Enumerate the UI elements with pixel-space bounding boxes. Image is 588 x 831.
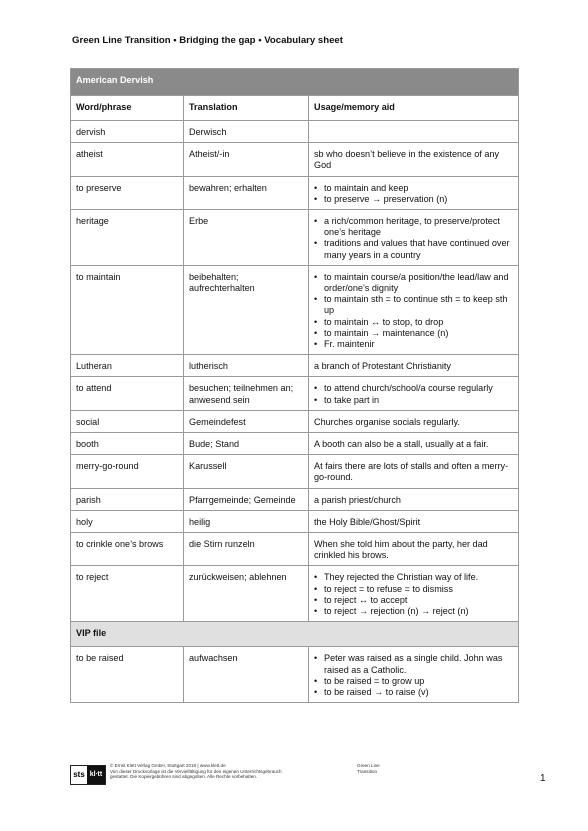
usage-text: sb who doesn’t believe in the existence of any God	[314, 149, 500, 171]
table-row	[71, 647, 519, 703]
table-title: American Dervish	[71, 69, 519, 96]
table-row	[71, 265, 519, 354]
usage-text: At fairs there are lots of stalls and often a merry-go-round.	[314, 461, 509, 483]
usage-text: a parish priest/church	[314, 494, 401, 505]
word-cell: to be raised	[71, 647, 184, 703]
usage-text: Churches organise socials regularly.	[314, 416, 460, 427]
logo-right: kl∙tt	[87, 766, 105, 784]
table-row	[71, 488, 519, 510]
usage-item: • to be raised = to grow up	[314, 676, 513, 687]
translation-cell: Karussell	[184, 455, 309, 488]
copyright-line: Von dieser Druckvorlage ist die Vervielfältigung für den eigenen Unterrichtsgebrauch	[110, 768, 282, 774]
word-cell: to reject	[71, 566, 184, 622]
word-cell: heritage	[71, 210, 184, 266]
translation-cell: Pfarrgemeinde; Gemeinde	[184, 488, 309, 510]
translation-cell: Erbe	[184, 210, 309, 266]
word-cell: to crinkle one’s brows	[71, 533, 184, 566]
copyright-line: © Ernst Klett Verlag GmbH, Stuttgart 2018 | www.klett.de	[110, 763, 226, 768]
usage-list	[314, 572, 513, 617]
usage-item: • to maintain course/a position/the lead/law and order/one’s dignity	[314, 272, 513, 294]
translation-cell: Derwisch	[184, 121, 309, 143]
copyright-line: gestattet. Die Kopiergebühren sind abgegolten. Alle Rechte vorbehalten.	[110, 774, 258, 780]
page-header: Green Line Transition • Bridging the gap • Vocabulary sheet	[72, 35, 343, 46]
usage-list	[314, 183, 513, 205]
translation-cell: besuchen; teilnehmen an; anwesend sein	[184, 377, 309, 410]
translation-cell: Bude; Stand	[184, 433, 309, 455]
series-line: Green Line	[357, 763, 380, 768]
translation-cell: Atheist/-in	[184, 143, 309, 176]
translation-cell: beibehalten; aufrechterhalten	[184, 265, 309, 354]
series-name	[357, 763, 417, 774]
usage-item: • to preserve → preservation (n)	[314, 194, 513, 205]
word-cell: atheist	[71, 143, 184, 176]
usage-text: A booth can also be a stall, usually at a fair.	[314, 439, 489, 450]
usage-item: • to reject = to refuse = to dismiss	[314, 584, 513, 595]
word-cell: parish	[71, 488, 184, 510]
translation-cell: bewahren; erhalten	[184, 176, 309, 209]
usage-cell	[309, 455, 519, 488]
usage-item: • Fr. maintenir	[314, 339, 513, 350]
column-header-translation: Translation	[184, 96, 309, 121]
table-header-row	[71, 96, 519, 121]
usage-cell	[309, 433, 519, 455]
usage-text: When she told him about the party, her dad crinkled his brows.	[314, 539, 488, 561]
usage-item: • a rich/common heritage, to preserve/protect one’s heritage	[314, 216, 513, 238]
usage-cell	[309, 210, 519, 266]
usage-cell	[309, 121, 519, 143]
usage-item: • Peter was raised as a single child. John was raised as a Catholic.	[314, 653, 513, 675]
usage-cell	[309, 143, 519, 176]
usage-item: • to maintain ↔ to stop, to drop	[314, 317, 513, 328]
word-cell: booth	[71, 433, 184, 455]
word-cell: dervish	[71, 121, 184, 143]
usage-item: • to reject ↔ to accept	[314, 595, 513, 606]
page-footer	[70, 763, 540, 787]
usage-cell	[309, 355, 519, 377]
table-row	[71, 210, 519, 266]
translation-cell: die Stirn runzeln	[184, 533, 309, 566]
table-row	[71, 410, 519, 432]
table-row	[71, 533, 519, 566]
word-cell: to maintain	[71, 265, 184, 354]
table-row	[71, 433, 519, 455]
usage-cell	[309, 176, 519, 209]
word-cell: to attend	[71, 377, 184, 410]
table-row	[71, 566, 519, 622]
table-row	[71, 355, 519, 377]
word-cell: social	[71, 410, 184, 432]
usage-cell	[309, 488, 519, 510]
usage-cell	[309, 533, 519, 566]
table-row	[71, 143, 519, 176]
usage-item: • to maintain → maintenance (n)	[314, 328, 513, 339]
usage-text: a branch of Protestant Christianity	[314, 361, 451, 372]
usage-item: • to reject → rejection (n) → reject (n)	[314, 606, 513, 617]
usage-cell	[309, 566, 519, 622]
column-header-usage: Usage/memory aid	[309, 96, 519, 121]
table-row	[71, 510, 519, 532]
vocabulary-table	[70, 68, 519, 703]
usage-item: • to attend church/school/a course regularly	[314, 383, 513, 394]
logo-left: sts	[71, 766, 87, 784]
section-header-row	[71, 622, 519, 647]
usage-cell	[309, 647, 519, 703]
usage-cell	[309, 377, 519, 410]
translation-cell: heilig	[184, 510, 309, 532]
usage-list	[314, 272, 513, 350]
table-title-row	[71, 69, 519, 96]
series-line: Transition	[357, 768, 377, 774]
usage-cell	[309, 265, 519, 354]
translation-cell: Gemeindefest	[184, 410, 309, 432]
usage-item: • traditions and values that have continued over many years in a country	[314, 238, 513, 260]
word-cell: to preserve	[71, 176, 184, 209]
translation-cell: zurückweisen; ablehnen	[184, 566, 309, 622]
usage-item: • to maintain and keep	[314, 183, 513, 194]
usage-item: • to be raised → to raise (v)	[314, 687, 513, 698]
usage-cell	[309, 410, 519, 432]
word-cell: merry-go-round	[71, 455, 184, 488]
copyright-notice	[110, 763, 340, 780]
usage-text: the Holy Bible/Ghost/Spirit	[314, 516, 421, 527]
usage-item: • They rejected the Christian way of life.	[314, 572, 513, 583]
usage-list	[314, 216, 513, 261]
page-number: 1	[540, 773, 546, 784]
usage-list	[314, 383, 513, 405]
column-header-word: Word/phrase	[71, 96, 184, 121]
section-title: VIP file	[71, 622, 519, 647]
table-row	[71, 176, 519, 209]
usage-item: • to maintain sth = to continue sth = to keep sth up	[314, 294, 513, 316]
table-row	[71, 121, 519, 143]
table-row	[71, 377, 519, 410]
word-cell: holy	[71, 510, 184, 532]
publisher-logo	[70, 765, 106, 785]
translation-cell: aufwachsen	[184, 647, 309, 703]
word-cell: Lutheran	[71, 355, 184, 377]
table-row	[71, 455, 519, 488]
translation-cell: lutherisch	[184, 355, 309, 377]
usage-cell	[309, 510, 519, 532]
usage-list	[314, 653, 513, 698]
usage-item: • to take part in	[314, 395, 513, 406]
